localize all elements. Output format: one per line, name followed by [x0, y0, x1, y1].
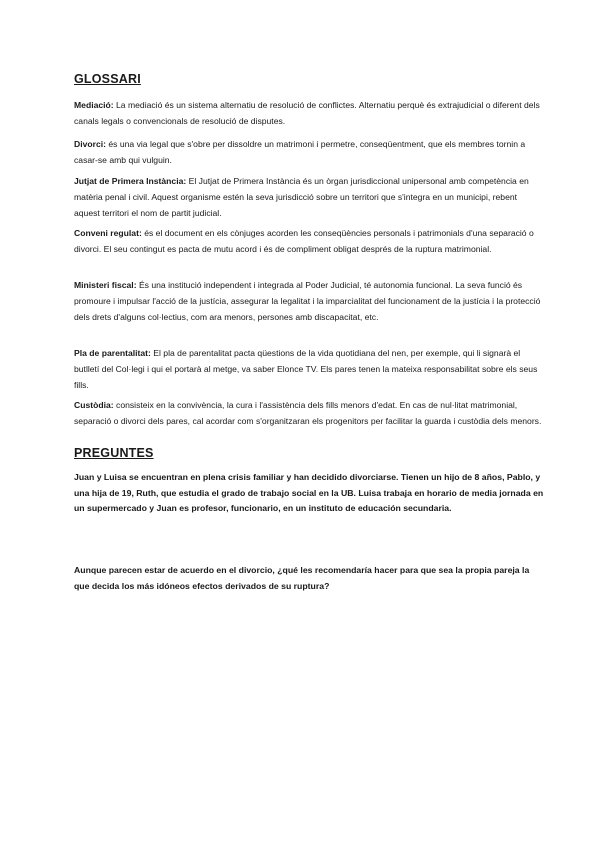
glossary-term: Pla de parentalitat: — [74, 348, 151, 358]
glossary-definition: és el document en els cònjuges acorden les conseqüències personals i patrimonials d'una separació o divorci. El seu contingut es pacta de mutu acord i és de compliment obligat després de la ruptura matrimonial. — [74, 228, 534, 254]
glossary-entry-ministeri — [74, 278, 544, 325]
glossary-heading: GLOSSARI — [74, 72, 141, 86]
glossary-term: Conveni regulat: — [74, 228, 142, 238]
glossary-entry-jutjat — [74, 174, 544, 221]
glossary-definition: La mediació és un sistema alternatiu de resolució de conflictes. Alternatiu perquè és extrajudicial o diferent dels canals legals o convencionals de resolució de disputes. — [74, 100, 540, 126]
glossary-entry-custodia — [74, 398, 544, 430]
glossary-entry-conveni — [74, 226, 544, 258]
glossary-term: Divorci: — [74, 139, 106, 149]
glossary-definition: És una institució independent i integrada al Poder Judicial, té autonomia funcional. La seva funció és promoure i impulsar l'acció de la justícia, assegurar la legalitat i la imparcialitat del funcionament de la justícia i la protecció dels drets d'alguns col·lectius, com ara menors, persones amb discapacitat, etc. — [74, 280, 541, 322]
questions-heading: PREGUNTES — [74, 446, 154, 460]
glossary-entry-pla — [74, 346, 544, 393]
glossary-definition: El Jutjat de Primera Instància és un òrgan jurisdiccional unipersonal amb competència en matèria penal i civil. Aquest organisme estén la seva jurisdicció sobre un territori que s'integra en un municipi, rebent aquest territori el nom de partit judicial. — [74, 176, 529, 218]
question-paragraph: Aunque parecen estar de acuerdo en el divorcio, ¿qué les recomendaría hacer para que sea la propia pareja la que decida los más idóneos efectos derivados de su ruptura? — [74, 565, 530, 591]
glossary-entry-divorci — [74, 137, 544, 169]
glossary-term: Mediació: — [74, 100, 114, 110]
glossary-entry-mediacio — [74, 98, 544, 130]
glossary-term: Jutjat de Primera Instància: — [74, 176, 187, 186]
glossary-definition: El pla de parentalitat pacta qüestions de la vida quotidiana del nen, per exemple, qui li signarà el butlletí del Col·legi i qui el portarà al metge, va saber Elonce TV. Els pares tenen la mateixa responsabilitat sobre els seus fills. — [74, 348, 538, 390]
case-paragraph: Juan y Luisa se encuentran en plena crisis familiar y han decidido divorciarse. Tienen un hijo de 8 años, Pablo, y una hija de 19, Ruth, que estudia el grado de trabajo social en la UB. Luisa trabaja en horario de media jornada en un supermercado y Juan es profesor, funcionario, en un instituto de educación secundaria. — [74, 472, 544, 513]
glossary-definition: consisteix en la convivència, la cura i l'assistència dels fills menors d'edat. En cas de nul·litat matrimonial, separació o divorci dels pares, cal acordar com s'organitzaran els progenitors per facilitar la guarda i custòdia dels menors. — [74, 400, 542, 426]
glossary-definition: és una via legal que s'obre per dissoldre un matrimoni i permetre, conseqüentment, que els membres tornin a casar-se amb qui vulguin. — [74, 139, 526, 165]
glossary-term: Ministeri fiscal: — [74, 280, 137, 290]
glossary-term: Custòdia: — [74, 400, 114, 410]
